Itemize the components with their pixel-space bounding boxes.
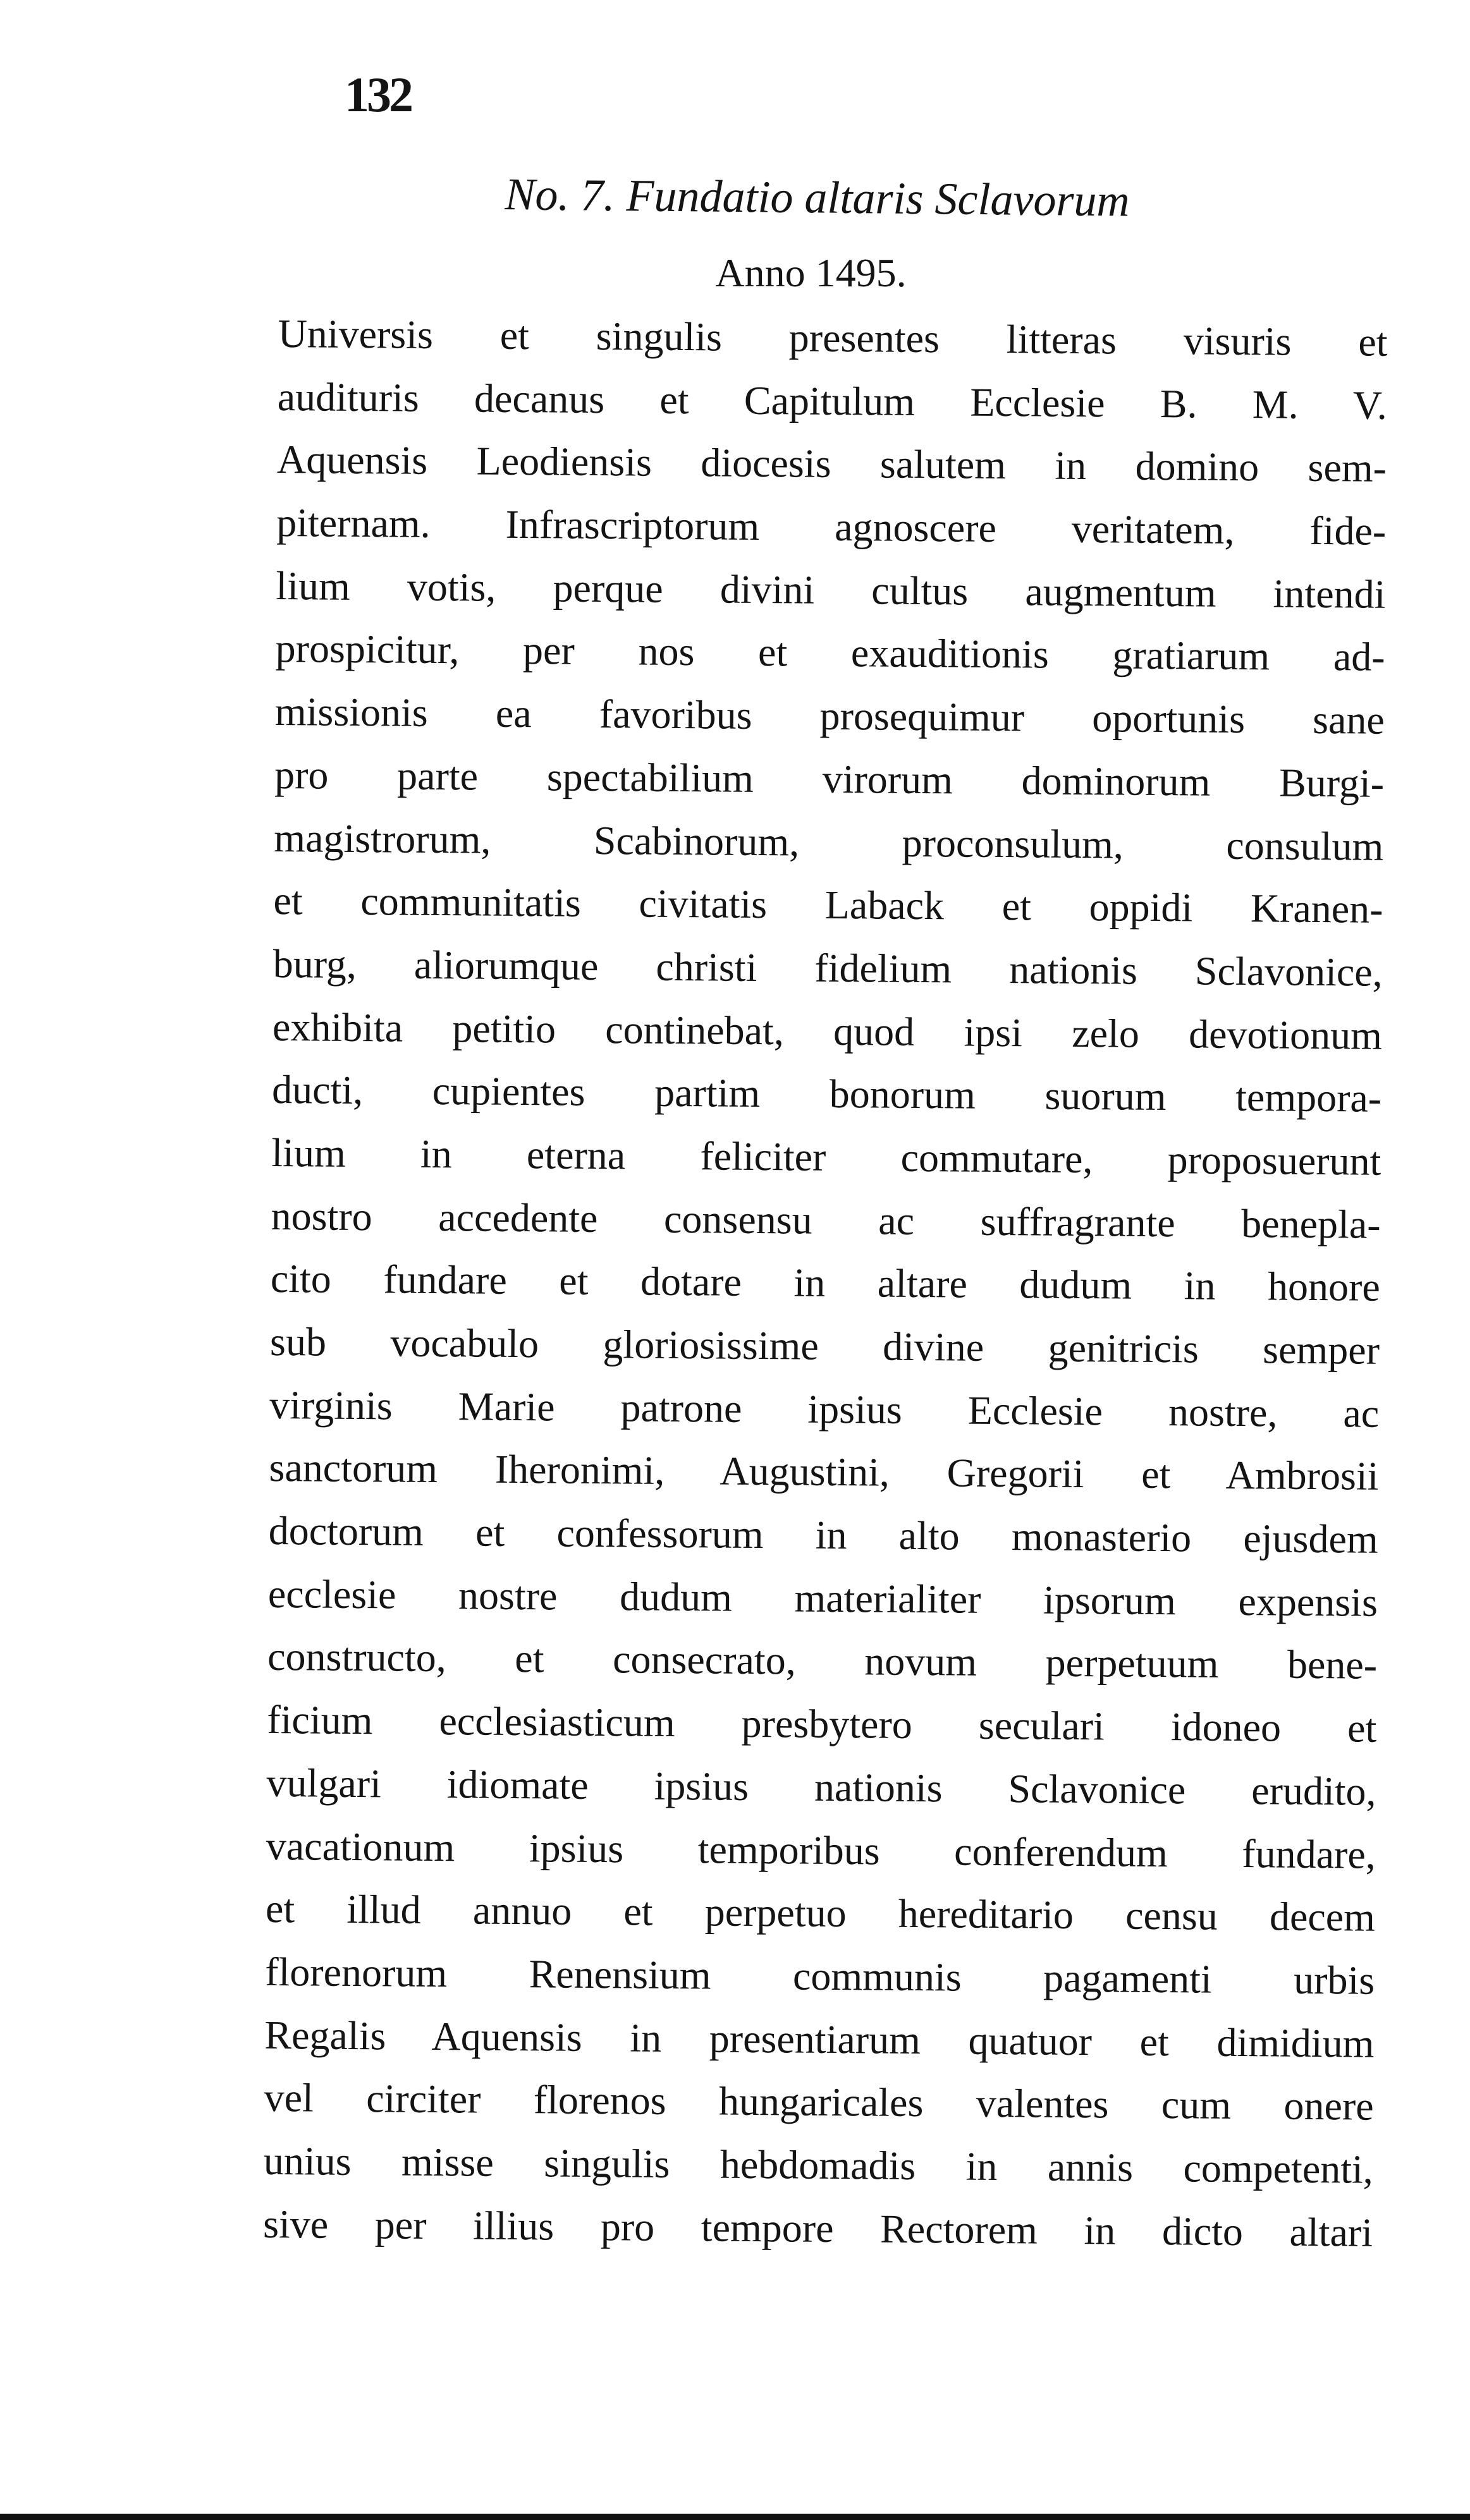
text-line [271, 1121, 1381, 1193]
text-line [263, 2193, 1373, 2264]
text-line [264, 2129, 1374, 2201]
text-line-content: vulgari idiomate ipsius nationis Sclavonice erudito, [266, 1760, 1376, 1814]
text-line-content: nostro accedente consensu ac suffragrante benepla- [271, 1193, 1381, 1247]
text-line-content: magistrorum, Scabinorum, proconsulum, consulum [274, 815, 1384, 869]
text-line-content: florenorum Renensium communis pagamenti urbis [264, 1949, 1375, 2003]
text-line-content: missionis ea favoribus prosequimur oportunis sane [274, 689, 1385, 743]
text-line-content: ducti, cupientes partim bonorum suorum tempora- [271, 1067, 1382, 1121]
text-line-content: doctorum et confessorum in alto monasterio ejusdem [268, 1508, 1378, 1562]
text-line [274, 806, 1384, 877]
text-line [264, 2003, 1375, 2074]
text-line-content: sub vocabulo gloriosissime divine genitricis semper [269, 1318, 1380, 1373]
text-line-content: virginis Marie patrone ipsius Ecclesie nostre, ac [269, 1382, 1380, 1436]
text-line-content: sive per illius pro tempore Rectorem in dicto altari [262, 2201, 1373, 2255]
text-line [268, 1499, 1378, 1571]
text-line [267, 1625, 1378, 1696]
text-line [273, 995, 1383, 1067]
text-line-content: vel circiter florenos hungaricales valentes cum onere [264, 2075, 1374, 2129]
text-line-content: et communitatis civitatis Laback et oppidi Kranen- [273, 878, 1383, 932]
text-line [274, 743, 1385, 815]
text-line-content: exhibita petitio continebat, quod ipsi zelo devotionum [272, 1004, 1383, 1058]
text-line [268, 1562, 1378, 1634]
text-line-content: et illud annuo et perpetuo hereditario censu decem [265, 1886, 1376, 1940]
text-line-content: lium votis, perque divini cultus augmentum intendi [276, 563, 1386, 617]
text-line-content: constructo, et consecrato, novum perpetuum bene- [267, 1634, 1378, 1688]
text-line [270, 1247, 1380, 1318]
text-line-content: Aquensis Leodiensis diocesis salutem in domino sem- [276, 437, 1387, 491]
text-line [269, 1436, 1379, 1507]
body-text [263, 302, 1388, 2264]
text-line [270, 1310, 1380, 1382]
text-line [277, 428, 1387, 499]
text-line [275, 617, 1385, 688]
text-line-content: Universis et singulis presentes litteras visuris et [278, 310, 1388, 365]
document-date: Anno 1495. [715, 250, 907, 295]
text-line-content: ecclesie nostre dudum materialiter ipsorum expensis [267, 1571, 1378, 1625]
text-line-content: pro parte spectabilium virorum dominorum Burgi- [274, 752, 1385, 806]
page-number: 132 [345, 67, 411, 122]
document-title: No. 7. Fundatio altaris Sclavorum [505, 169, 1130, 226]
text-line-content: vacationum ipsius temporibus conferendum fundare, [266, 1823, 1376, 1877]
text-line-content: audituris decanus et Capitulum Ecclesie B. M. V. [277, 374, 1388, 428]
text-line [271, 1184, 1381, 1256]
text-line-content: sanctorum Iheronimi, Augustini, Gregorii et Ambrosii [269, 1445, 1379, 1499]
text-line [265, 1940, 1375, 2012]
text-line [269, 1373, 1380, 1445]
text-line [266, 1877, 1376, 1949]
text-line-content: Regalis Aquensis in presentiarum quatuor et dimidium [264, 2012, 1375, 2066]
text-line [272, 1058, 1382, 1129]
text-line-content: cito fundare et dotare in altare dudum in honore [270, 1256, 1381, 1310]
text-line-content: lium in eterna feliciter commutare, proposuerunt [271, 1129, 1381, 1184]
text-line-content: ficium ecclesiasticum presbytero seculari idoneo et [267, 1697, 1377, 1751]
text-line-content: prospicitur, per nos et exauditionis gratiarum ad- [275, 626, 1385, 680]
text-line-content: unius misse singulis hebdomadis in annis competenti, [263, 2138, 1374, 2192]
text-line [277, 365, 1387, 437]
text-line-content: piternam. Infrascriptorum agnoscere veritatem, fide- [276, 500, 1387, 554]
text-line [276, 491, 1387, 563]
scan-edge [0, 2514, 1470, 2520]
text-line [276, 554, 1386, 626]
text-line [266, 1814, 1376, 1885]
text-line [267, 1688, 1377, 1760]
text-line-content: burg, aliorumque christi fidelium nationis Sclavonice, [273, 940, 1383, 995]
text-line [275, 680, 1385, 752]
text-line [273, 932, 1383, 1004]
text-line [266, 1751, 1376, 1823]
text-line [278, 302, 1388, 374]
text-line [264, 2066, 1374, 2138]
text-line [273, 869, 1383, 940]
